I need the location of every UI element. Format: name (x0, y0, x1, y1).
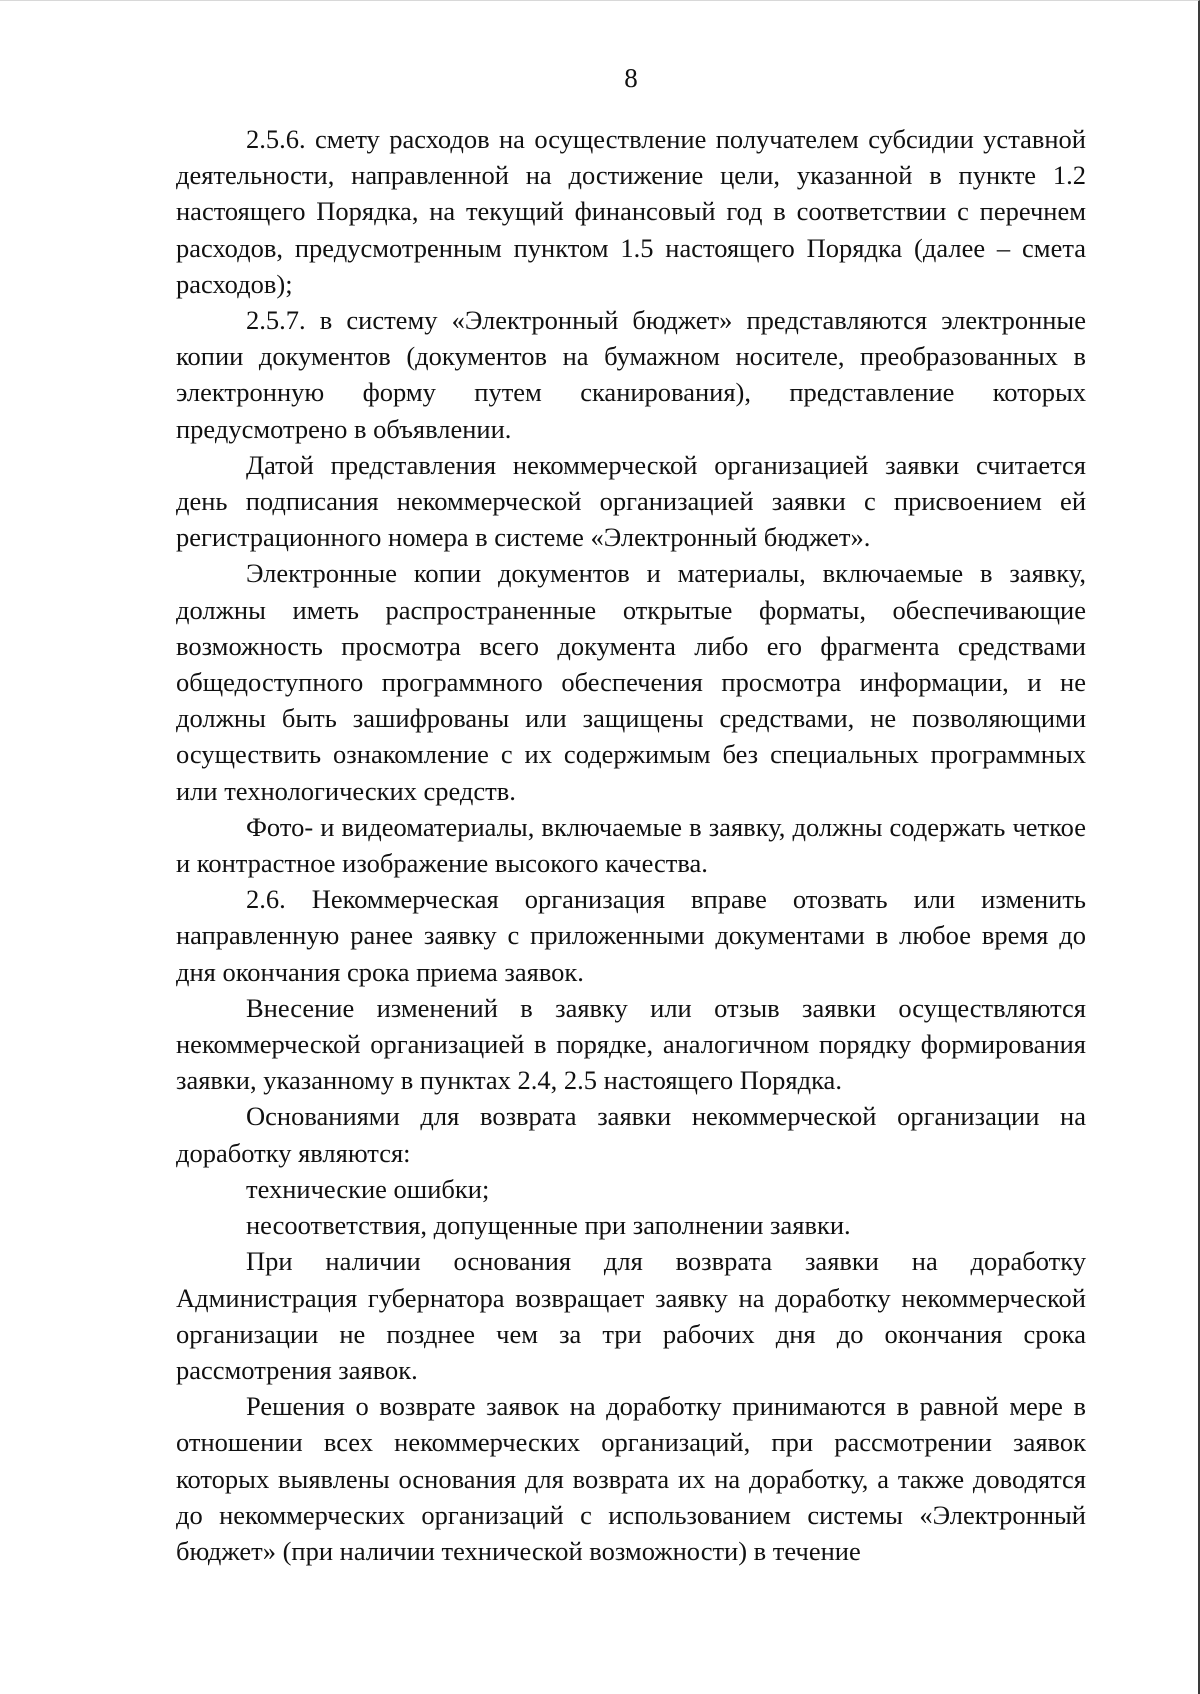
paragraph-changes: Внесение изменений в заявку или отзыв заявки осуществляются некоммерческой организацией в порядке, аналогичном порядку формирования заявки, указанному в пунктах 2.4, 2.5 настоящего Порядка. (176, 992, 1086, 1096)
paragraph-return-decisions: Решения о возврате заявок на доработку принимаются в равной мере в отношении всех некоммерческих организаций, при рассмотрении заявок которых выявлены основания для возврата их на доработку, а также доводятся до некоммерческих организаций с использованием системы «Электронный бюджет» (при наличии технической возможности) в течение (176, 1391, 1086, 1566)
paragraph-2-5-6: 2.5.6. смету расходов на осуществление получателем субсидии уставной деятельности, направленной на достижение цели, указанной в пункте 1.2 настоящего Порядка, на текущий финансовый год в соответствии с перечнем расходов, предусмотренным пунктом 1.5 настоящего Порядка (далее – смета расходов); (176, 124, 1086, 299)
paragraph-electronic-copies: Электронные копии документов и материалы, включаемые в заявку, должны иметь распространенные открытые форматы, обеспечивающие возможность просмотра всего документа либо его фрагмента средствами общедоступного программного обеспечения просмотра информации, и не должны быть зашифрованы или защищены средствами, не позволяющими осуществить ознакомление с их содержимым без специальных программных или технологических средств. (176, 558, 1086, 806)
paragraph-submission-date: Датой представления некоммерческой организацией заявки считается день подписания некоммерческой организацией заявки с присвоением ей регистрационного номера в системе «Электронный бюджет». (176, 449, 1086, 553)
page-number: 8 (624, 63, 638, 93)
paragraph-2-6: 2.6. Некоммерческая организация вправе отозвать или изменить направленную ранее заявку с приложенными документами в любое время до дня окончания срока приема заявок. (176, 884, 1086, 987)
document-body (176, 121, 1086, 1569)
list-item-inconsistencies: несоответствия, допущенные при заполнении заявки. (246, 1210, 851, 1241)
list-item-technical-errors: технические ошибки; (246, 1173, 490, 1204)
paragraph-return-grounds: Основаниями для возврата заявки некоммерческой организации на доработку являются: (176, 1101, 1086, 1168)
paragraph-2-5-7: 2.5.7. в систему «Электронный бюджет» представляются электронные копии документов (документов на бумажном носителе, преобразованных в электронную форму путем сканирования), представление которых предусмотрено в объявлении. (176, 305, 1086, 444)
paragraph-photo-video: Фото- и видеоматериалы, включаемые в заявку, должны содержать четкое и контрастное изображение высокого качества. (176, 811, 1086, 879)
paragraph-return-procedure: При наличии основания для возврата заявки на доработку Администрация губернатора возвращает заявку на доработку некоммерческой организации не позднее чем за три рабочих дня до окончания срока рассмотрения заявок. (176, 1246, 1086, 1385)
